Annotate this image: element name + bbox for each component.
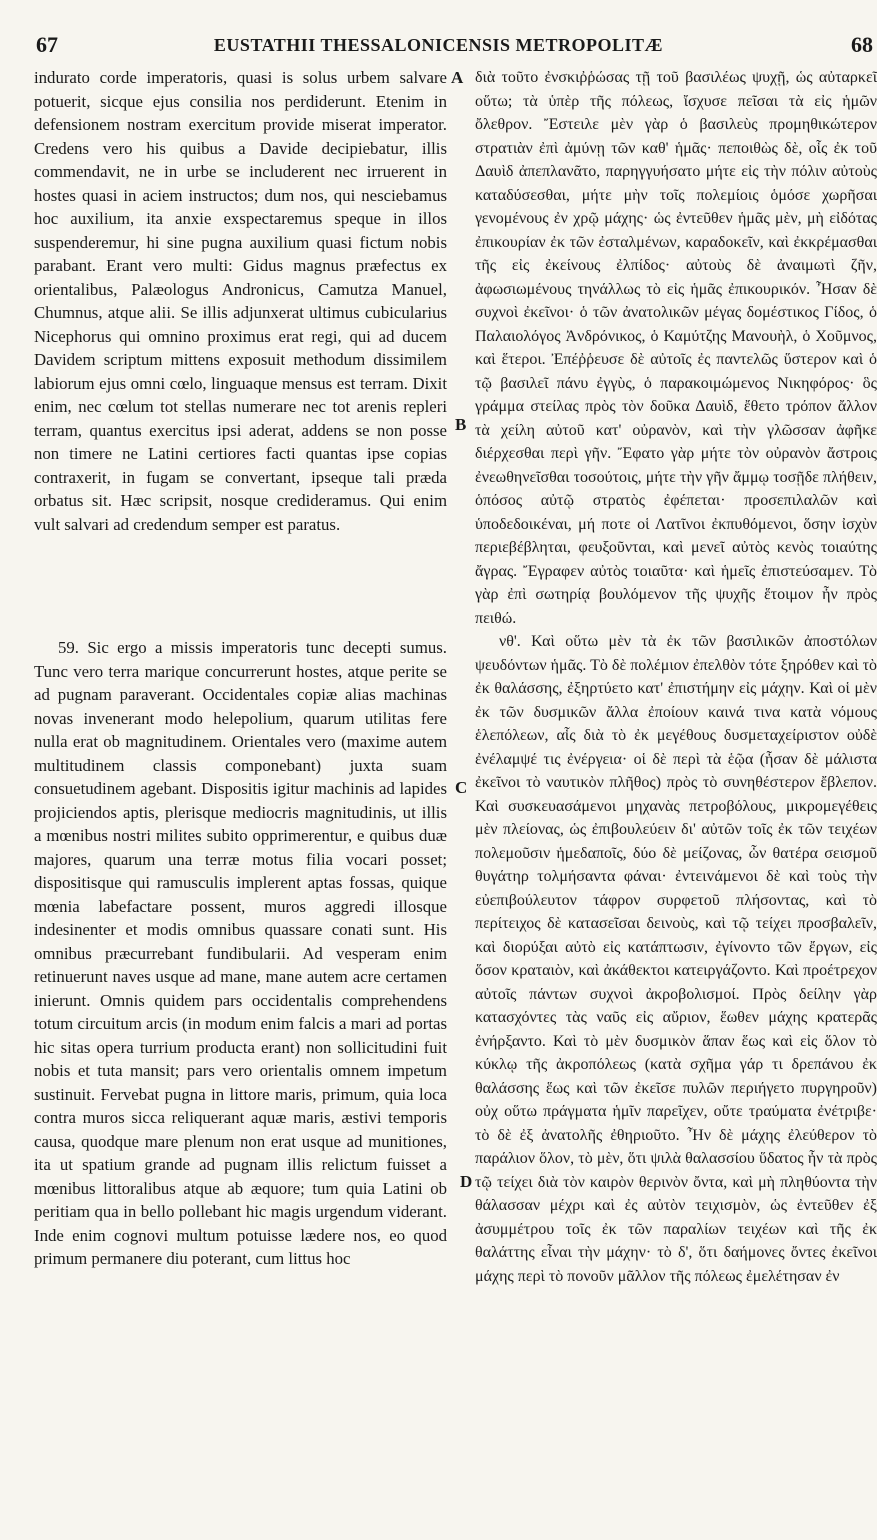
latin-paragraph-1: indurato corde imperatoris, quasi is solus urbem salvare potuerit, sicque ejus consilia nos perdiderunt. Etenim in defensionem nostram exercitum provide miserat imperator. Credens vero his quibus a Davide decipiebatur, illis commendavit, ne in urbe se includerent nec irruerent in hostes quasi in aciem instructos; dum nos, qui nesciebamus hoc auxilium, ita anxie exspectaremus speque in illos suspenderemur, hi sine pugna auxilium quasi fictum nobis parabant. Erant vero multi: Gidus magnus præfectus ex orientalibus, Palæologus Andronicus, Camutza Manuel, Chumnus, atque alii. Se illis adjunxerat ultimus cubicularius Nicephorus qui omnino proximus erat regi, qui ad ducem Davidem scriptum mittens exposuit methodum dissimilem labiorum ejus omni cœlo, linguaque mensus est terram. Dixit enim, nec cœlum tot stellas numerare nec tot arenis repleri terram, quantus exercitus ipsi aderat, addens se non posse non timere ne Latini certiores facti quantas ipse copias contraxerit, in fugam se convertant, ipseque tali præda orbatus sit. Hæc scripsit, nosque credideramus. Qui enim vult salvari ad credendum semper est paratus.	[34, 68, 447, 534]
greek-paragraph-2: νθ'. Καὶ οὕτω μὲν τὰ ἐκ τῶν βασιλικῶν ἀποστόλων ψευδόντων ἡμᾶς. Τὸ δὲ πολέμιον ἐπελθὸν τότε ξηρόθεν καὶ τὸ ἐκ θαλάσσης, ἐξηρτύετο κατ' ἐπιστήμην εἰς μάχην. Καὶ οἱ μὲν ἐκ τῶν δυσμικῶν ἄλλα ἐποίουν καινά τινα κατὰ νόμους ἑλεπόλεων, αἷς διὰ τὸ ἐκ μεγέθους δυσμεταχείριστον οὐδὲ ἐνέλαμψέ τις ἐνέργεια· οἱ δὲ περὶ τὰ ἑῷα (ἦσαν δὲ μάλιστα ἐκεῖνοι τὸ ναυτικὸν πλῆθος) πρὸς τὸ συνηθέστερον ἔβλεπον. Καὶ συσκευασάμενοι μηχανὰς πετροβόλους, μικρομεγέθεις μὲν πλείονας, ὡς ἐπιβουλεύειν δι' αὐτῶν τοῖς ἐκ τῶν τειχέων πολεμοῦσιν ἡμεδαποῖς, δύο δὲ μείζονας, ὧν θατέρα σεισμοῦ θυγάτηρ τολμήσαντα φάναι· ἐντειvάμενοι δὲ καὶ τοὺς τὴν εὐεπιβούλευτον τάφρον συρφετοῦ πλήσοντας, καὶ τὸ περίτειχος δὲ κατασεῖσαι δεινοὺς, καὶ τῷ τείχει προσβαλεῖν, καὶ διορύξαι αὐτὸ εἰς κατάπτωσιν, ἐγίνοντο τῶν ἔργων, εἰς ὅσον κραταιὸν, καὶ ἀκάθεκτοι κατειργάζοντο. Καὶ προέτρεχον αὐτοῖς πάντων συχνοὶ ἀκροβολισμοί. Πρὸς δείλην γὰρ κατασχόντες τὰς ναῦς εἰς αὔριον, ἕωθεν μάχης κρατερᾶς ἐνήρξαντο. Καὶ τὸ μὲν δυσμικὸν ἅπαν ἕως καὶ εἰς ὅλον τὸ κύκλῳ τῆς ἀκροπόλεως (κατὰ σχῆμα γάρ τι δρεπάνου ἐκ θαλάσσης ἕως καὶ τῶν ἐκεῖσε πυλῶν περιήγετο πυργηροῦν) οὐχ οὕτω πράγματα ἡμῖν παρεῖχεν, οὔτε τραύματα ἐνέτριβε· τὸ δὲ ἐξ ἀνατολῆς ἐθηριοῦτο. Ἦν δὲ μάχης ἐλεύθερον τὸ παράλιον ὅλον, τὸ μὲν, ὅτι ψιλὰ θαλασσίου ὕδατος ἦν τὰ πρὸς τῷ τείχει διὰ τὸν καιρὸν θερινὸν ὄντα, καὶ μὴ πληθύοντα τὴν θάλασσαν μέχρι καὶ ἐς αὐτὸν τειχισμὸν, ὡς ἐντεῦθεν ἐξ ἀσυμμέτρου τοῖς ἐκ τῶν παραλίων τειχέων καὶ τῆς ἐκ θαλάττης εἶναι τὴν μάχην· τὸ δ', ὅτι δαήμονες ὄντες ἐκεῖνοι μάχης περὶ τὸ πονοῦν μᾶλλον τῆς πόλεως ἐμελέτησαν ἐν	[475, 633, 877, 1285]
margin-marker-b: B	[455, 415, 467, 434]
page-number-right: 68	[851, 32, 873, 57]
latin-column	[34, 66, 447, 1271]
greek-column	[475, 66, 877, 1288]
page-number-left: 67	[36, 32, 58, 57]
running-header	[0, 32, 877, 62]
margin-marker-d: D	[460, 1172, 473, 1191]
greek-paragraph-1: διὰ τοῦτο ἐνσκιῤῥώσας τῇ τοῦ βασιλέως ψυχῇ, ὡς αὐταρκεῖ οὕτω; τὰ ὑπὲρ τῆς πόλεως, ἴσχυσε πεῖσαι τὰ εἰς ἡμῶν ὄλεθρον. Ἔστειλε μὲν γὰρ ὁ βασιλεὺς προμηθικώτερον στρατιὰν ἐπὶ ἀμύνῃ τῶν καθ' ἡμᾶς· πεποιθὼς δὲ, οἷς ἐκ τοῦ Δαυὶδ ἀπεπλανᾶτο, παρηγγυήσατο μήτε εἰς τὴν πόλιν αὐτοὺς καταδύσεσθαι, μήτε μὴν τοῖς πολεμίοις ὁμόσε χωρῆσαι γενομένους ἐν χρῷ μάχης· ὡς ἐντεῦθεν ἡμᾶς μὲν, μὴ εἰδότας ἐπικουρίαν ἐκ τῶν ἐσταλμένων, καραδοκεῖν, καὶ ἐκκρέμασθαι τῆς εἰς ἐκείνους ἐλπίδος· αὐτοὺς δὲ ἀναιμωτὶ ζῆν, ἀφωσιωμένους τηνάλλως τὸ εἰς ἡμᾶς ἐπικουρικόν. Ἦσαν δὲ συχνοὶ ἐκεῖνοι· ὁ τῶν ἀνατολικῶν μέγας δομέστικος Γίδος, ὁ Παλαιολόγος Ἀνδρόνικος, ὁ Καμύτζης Μανουὴλ, ὁ Χοῦμνος, καὶ ἕτεροι. Ἐπέῤῥευσε δὲ αὐτοῖς ἐς παντελῶς ὕστερον καὶ ὁ τῷ βασιλεῖ πάνυ ἐγγὺς, ὁ παρακοιμώμενος Νικηφόρος· ὃς γράμμα στείλας πρὸς τὸν δοῦκα Δαυὶδ, ἔθετο τρόπον ἄλλον τὰ χείλη αὐτοῦ κατ' οὐρανὸν, καὶ τὴν γλῶσσαν ἀφῆκε διέρχεσθαι περὶ γῆν. Ἔφατο γὰρ μήτε τὸν οὐρανὸν ἄστροις ἐνεωθηνεῖσθαι τοσούτοις, μήτε τὴν γῆν ἄμμῳ τοσῇδε πλήθειν, ὁπόσος αὐτῷ στρατὸς ἐφέπεται· προσεπιλαλῶν καὶ ὑποδεδοικέναι, μή ποτε οἱ Λατῖνοι ἐκπυθόμενοι, ὅσην ἰσχὺν περιεβέβληται, φευξοῦνται, καὶ μενεῖ αὐτὸς κενὸς τοιαύτης ἄγρας. Ἔγραφεν αὐτὸς τοιαῦτα· καὶ ἡμεῖς ἐπιστεύσαμεν. Τὸ γὰρ ἐπὶ σωτηρίᾳ βουλόμενον τῆς ψυχῆς ἕτοιμον ἦν πρὸς πειθώ.	[475, 69, 877, 627]
margin-marker-c: C	[455, 778, 468, 797]
running-title: EUSTATHII THESSALONICENSIS METROPOLITÆ	[213, 35, 664, 55]
latin-paragraph-2: 59. Sic ergo a missis imperatoris tunc decepti sumus. Tunc vero terra marique concurrerunt hostes, atque perite se ad pugnam paraverant. Occidentales copiæ alias machinas novas invenerant modo helepolium, quarum utilitas fere nulla erat ob magnitudinem. Orientales vero (maxime autem multitudinem classis componebant) juxta suam consuetudinem agebant. Dispositis igitur machinis ad lapides projiciendos aptis, plerisque mediocris magnitudinis, ut illis a mœnibus nostri milites subito opprimerentur, e quibus duæ majores, quarum una terræ motus filia vocari posset; dispositisque qui ramusculis implerent aptas fossas, quique mœnia labefactare possent, muros aggredi illosque indesinenter et modis omnibus quassare conati sunt. His omnibus præcurrebant fundibularii. Ad vesperam enim retinuerunt naves usque ad mane, mane autem acre certamen inierunt. Omnis quidem pars occidentalis comprehendens totum circuitum arcis (in modum enim falcis a mari ad portas hic sitas opera turrium producta erant) non sollicitudini fuit nobis et tuta mansit; pars vero orientalis omnem impetum sustinuit. Fervebat pugna in littore maris, primum, quia loca contra muros sicca reliquerant aquæ maris, æstivi temporis causa, quodque mare plenum non erat usque ad munitiones, ita ut spatium grande ad pugnam illis relictum fuisset a mœnibus littoralibus atque ab æquore; tum quia Latini ob peritiam qua in bello pollebant hic magis urgendum viderant. Inde enim cognovi multum potuisse lædere nos, eo quod primum permanere diu poterant, cum littus hoc	[34, 638, 447, 1268]
column-gap	[34, 536, 447, 636]
margin-marker-a: A	[451, 68, 464, 87]
